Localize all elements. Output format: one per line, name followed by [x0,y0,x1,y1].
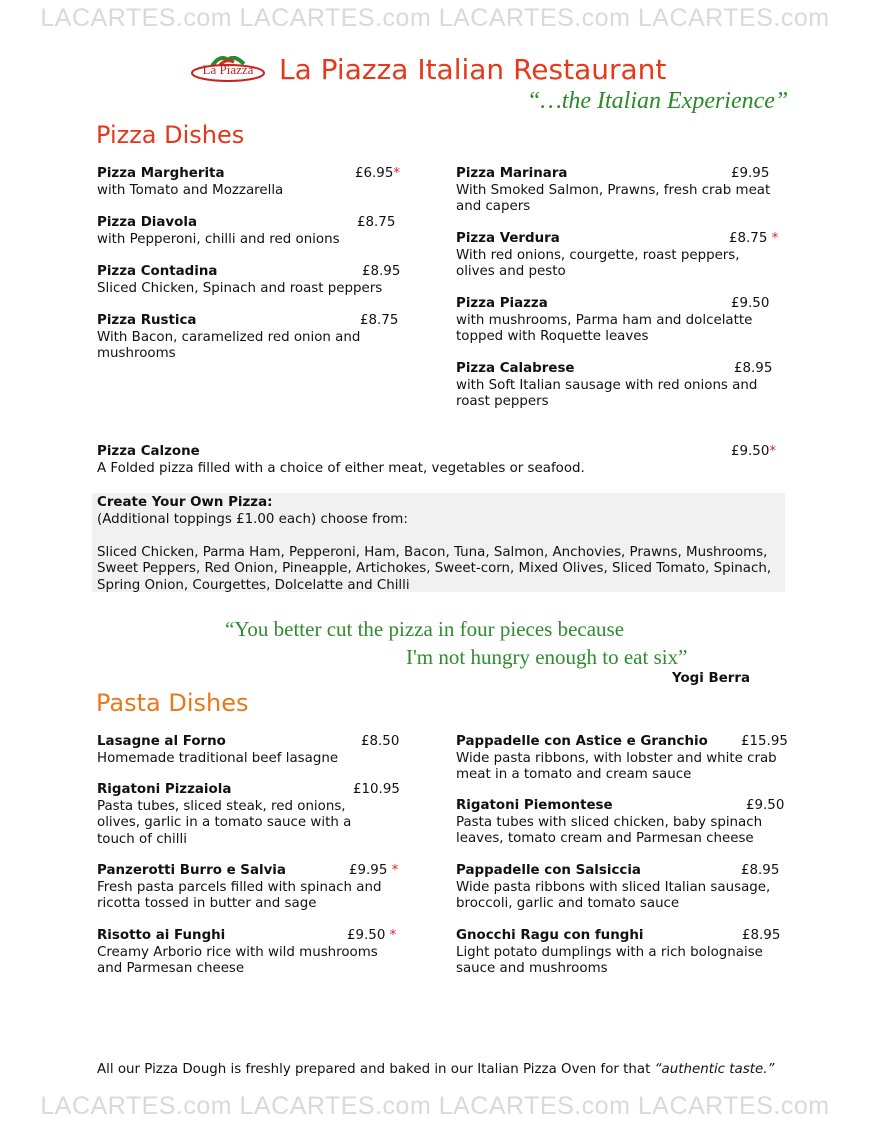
menu-item [456,361,776,411]
menu-item [456,928,781,978]
item-name: Pappadelle con Astice e Granchio [456,734,708,749]
item-description: With Smoked Salmon, Prawns, fresh crab meat and capers [456,182,771,214]
item-name: Pizza Margherita [97,166,225,181]
watermark-top: LACARTES.com LACARTES.com LACARTES.com LACARTES.com [40,4,830,32]
item-description: Light potato dumplings with a rich bolognaise sauce and mushrooms [456,944,763,976]
item-description: Pasta tubes with sliced chicken, baby spinach leaves, tomato cream and Parmesan cheese [456,814,763,846]
menu-item [97,782,400,848]
menu-item [456,863,781,913]
item-name: Pizza Diavola [97,215,197,230]
menu-item [97,166,407,199]
watermark-bottom: LACARTES.com LACARTES.com LACARTES.com LACARTES.com [40,1092,830,1120]
menu-item [97,928,397,978]
item-description: Wide pasta ribbons with sliced Italian sausage, broccoli, garlic and tomato sauce [456,879,771,911]
quote-author: Yogi Berra [672,671,751,686]
item-price: £9.50 [731,296,770,311]
toppings-list: Sliced Chicken, Parma Ham, Pepperoni, Ham, Bacon, Tuna, Salmon, Anchovies, Prawns, Mushrooms, Sweet Peppers, Red Onion, Pineapple, Artichokes, Sweet-corn, Mixed Olives, Sliced Tomato, Spinach, Spring Onion, Courgettes, Dolcelatte and Chilli [97,544,772,593]
item-price: £9.50* [731,444,777,459]
item-description: with mushrooms, Parma ham and dolcelatte topped with Roquette leaves [456,312,753,344]
item-name: Pizza Rustica [97,313,197,328]
item-price: £9.50 [746,798,785,813]
item-name: Lasagne al Forno [97,734,226,749]
item-price: £8.95 [741,863,780,878]
menu-item [456,798,786,848]
menu-item [456,296,770,346]
item-description: with Tomato and Mozzarella [97,182,284,198]
item-price: £10.95 [353,782,400,797]
menu-item [456,231,779,281]
item-description: With Bacon, caramelized red onion and mushrooms [97,329,361,361]
item-name: Pizza Marinara [456,166,568,181]
restaurant-title: La Piazza Italian Restaurant [279,53,667,86]
menu-item [97,863,397,913]
item-description: with Soft Italian sausage with red onions and roast peppers [456,377,758,409]
restaurant-logo [190,56,266,82]
item-name: Pizza Piazza [456,296,548,311]
pasta-heading: Pasta Dishes [96,689,249,717]
pizza-heading: Pizza Dishes [96,121,245,149]
item-description: Homemade traditional beef lasagne [97,750,339,766]
item-description: Creamy Arborio rice with wild mushrooms and Parmesan cheese [97,944,378,976]
item-price: £15.95 [741,734,788,749]
item-name: Rigatoni Pizzaiola [97,782,232,797]
menu-item-calzone [97,444,787,477]
footer-emphasis: “authentic taste.” [654,1062,775,1077]
item-description: A Folded pizza filled with a choice of either meat, vegetables or seafood. [97,460,585,476]
menu-item [97,734,417,767]
item-price: £9.50 * [347,928,397,943]
item-description: Fresh pasta parcels filled with spinach and ricotta tossed in butter and sage [97,879,382,911]
create-own-title: Create Your Own Pizza: [97,495,273,510]
menu-item [97,264,407,297]
menu-item [456,734,791,784]
item-price: £8.75 * [729,231,779,246]
create-own-pizza-box [92,493,785,592]
item-price: £8.75 [360,313,399,328]
item-name: Risotto ai Funghi [97,928,226,943]
item-name: Panzerotti Burro e Salvia [97,863,286,878]
item-description: with Pepperoni, chilli and red onions [97,231,340,247]
item-name: Rigatoni Piemontese [456,798,613,813]
item-description: With red onions, courgette, roast peppers, olives and pesto [456,247,740,279]
item-name: Pizza Calabrese [456,361,575,376]
item-price: £8.95 [742,928,781,943]
create-own-subtitle: (Additional toppings £1.00 each) choose from: [97,511,408,527]
item-name: Pappadelle con Salsiccia [456,863,641,878]
item-name: Pizza Contadina [97,264,218,279]
item-price: £8.95 [362,264,401,279]
item-name: Pizza Calzone [97,444,200,459]
logo-text: La Piazza [202,62,254,77]
item-name: Gnocchi Ragu con funghi [456,928,644,943]
footer-note: All our Pizza Dough is freshly prepared and baked in our Italian Pizza Oven for that “authentic taste.” [97,1062,775,1077]
item-price: £8.50 [361,734,400,749]
menu-item [97,313,397,363]
item-price: £8.75 [357,215,396,230]
tagline: “…the Italian Experience” [527,88,789,114]
item-price: £6.95* [355,166,401,181]
quote-line-2: I'm not hungry enough to eat six” [406,645,688,669]
item-name: Pizza Verdura [456,231,560,246]
item-description: Sliced Chicken, Spinach and roast peppers [97,280,383,296]
item-price: £9.95 * [349,863,399,878]
item-description: Pasta tubes, sliced steak, red onions, olives, garlic in a tomato sauce with a touch of chilli [97,798,352,847]
item-price: £9.95 [731,166,770,181]
item-price: £8.95 [734,361,773,376]
item-description: Wide pasta ribbons, with lobster and white crab meat in a tomato and cream sauce [456,750,777,782]
menu-item [97,215,407,248]
menu-item [456,166,786,216]
quote-line-1: “You better cut the pizza in four pieces because [225,617,625,641]
